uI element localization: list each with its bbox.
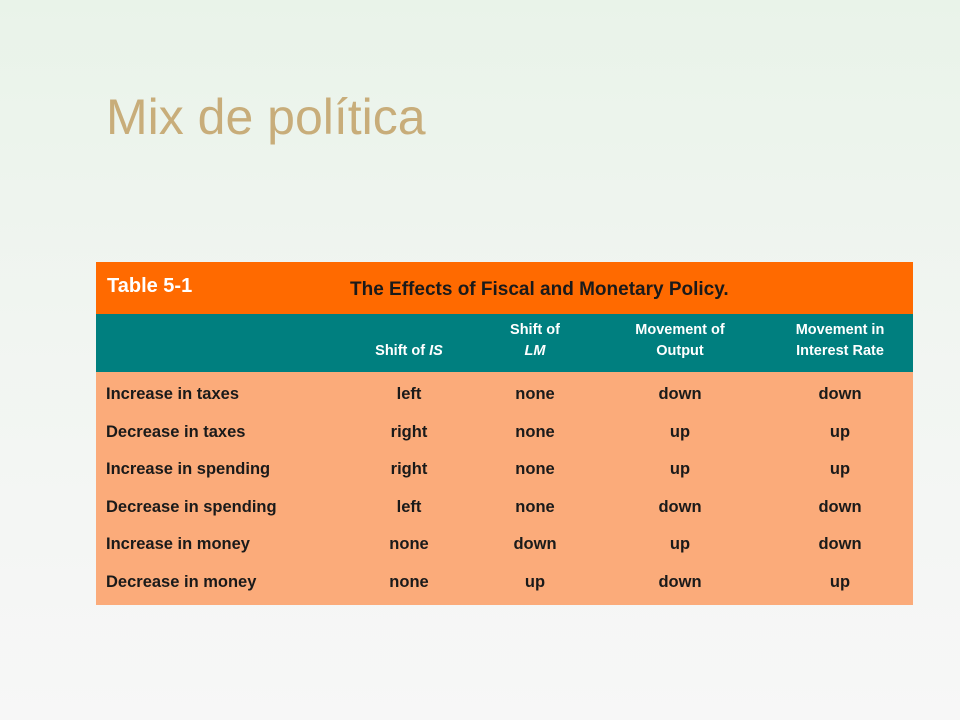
row-label: Increase in taxes (106, 385, 239, 403)
cell-interest-rate: up (829, 422, 851, 441)
cell-shift-is: right (390, 460, 428, 478)
table-row (96, 489, 913, 527)
cell-shift-is: left (396, 385, 422, 403)
cell-interest-rate: up (829, 572, 851, 591)
cell-shift-lm: none (515, 422, 555, 441)
cell-shift-lm: none (515, 385, 555, 403)
header-rate-line2: Interest Rate (796, 343, 884, 359)
table-header-row (96, 314, 913, 372)
header-shift-of-lm (474, 320, 596, 362)
row-label: Decrease in money (106, 572, 257, 591)
header-shift-of-is-emph: IS (429, 343, 443, 359)
table-row (96, 414, 913, 452)
table-title: The Effects of Fiscal and Monetary Policy. (350, 279, 729, 300)
row-label: Decrease in spending (106, 497, 277, 516)
header-shift-of-is (344, 341, 474, 362)
header-output-line1: Movement of (635, 322, 725, 338)
table-row (96, 564, 913, 602)
row-label: Increase in money (106, 535, 250, 553)
policy-effects-table (96, 262, 913, 605)
header-movement-in-interest-rate (764, 320, 916, 362)
table-body (96, 372, 913, 605)
cell-shift-is: none (389, 535, 429, 553)
cell-shift-lm: up (524, 572, 546, 591)
row-label: Increase in spending (106, 460, 271, 478)
header-shift-of-is-prefix: Shift of (375, 343, 430, 359)
table-number: Table 5-1 (107, 275, 193, 297)
table-row (96, 451, 913, 489)
table-row (96, 376, 913, 414)
cell-output: up (669, 422, 691, 441)
cell-interest-rate: up (829, 460, 851, 478)
cell-interest-rate: down (818, 497, 862, 516)
cell-shift-lm: none (515, 497, 555, 516)
cell-shift-lm: down (513, 535, 557, 553)
row-label: Decrease in taxes (106, 422, 246, 441)
header-movement-of-output (606, 320, 754, 362)
cell-interest-rate: down (818, 385, 862, 403)
header-output-line2: Output (656, 343, 704, 359)
cell-output: down (658, 497, 702, 516)
cell-shift-is: right (390, 422, 428, 441)
header-shift-of-lm-line1: Shift of (510, 322, 560, 338)
cell-output: down (658, 572, 702, 591)
slide-title: Mix de política (106, 89, 426, 145)
cell-shift-lm: none (515, 460, 555, 478)
cell-output: down (658, 385, 702, 403)
cell-shift-is: left (396, 497, 422, 516)
table-caption-bar (96, 262, 913, 314)
cell-interest-rate: down (818, 535, 862, 553)
header-rate-line1: Movement in (795, 322, 885, 338)
cell-shift-is: none (389, 572, 429, 591)
table-row (96, 526, 913, 564)
cell-output: up (669, 535, 691, 553)
header-shift-of-lm-line2: LM (524, 343, 546, 359)
cell-output: up (669, 460, 691, 478)
